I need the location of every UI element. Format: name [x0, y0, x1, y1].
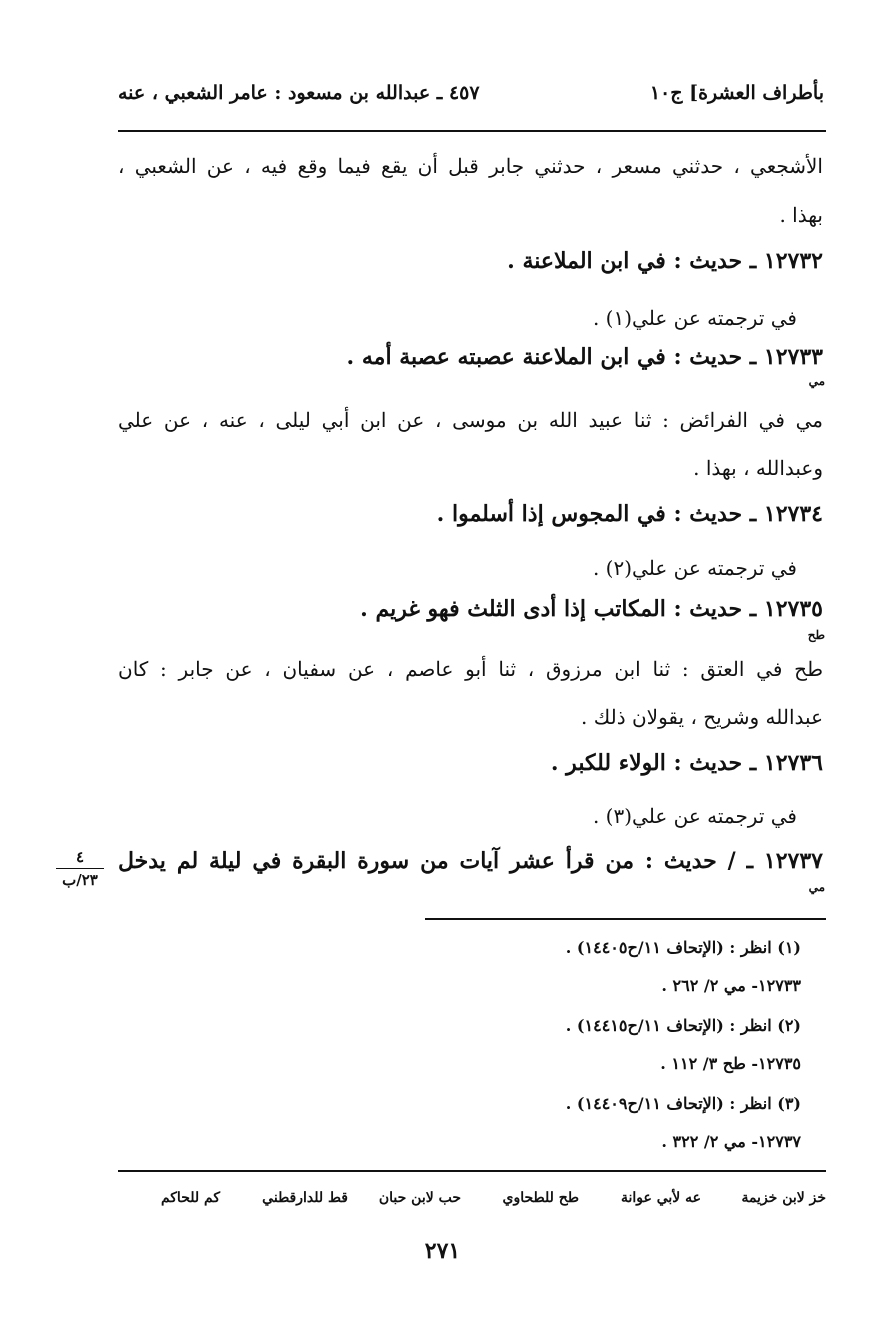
- legend-item: قط للدارقطني: [262, 1190, 348, 1206]
- footnote-rule: [425, 918, 826, 920]
- legend-item: حب لابن حبان: [378, 1190, 461, 1206]
- footnote: (٢) انظر : (الإتحاف ١١/ح١٤٤١٥) .: [565, 1016, 801, 1035]
- text-line: طح في العتق : ثنا ابن مرزوق ، ثنا أبو عاصم ، عن سفيان ، عن جابر : كان: [118, 657, 823, 681]
- running-header: [118, 82, 824, 114]
- manuscript-folio-note: [56, 848, 104, 889]
- source-siglum: طح: [807, 628, 825, 642]
- hadith-heading-12734: ١٢٧٣٤ ـ حديث : في المجوس إذا أسلموا .: [436, 501, 823, 527]
- hadith-heading-12733: ١٢٧٣٣ ـ حديث : في ابن الملاعنة عصبته عصبة أمه .: [346, 344, 823, 370]
- abbreviation-legend: [118, 1190, 826, 1214]
- folio-reference: ٢٣/ب: [62, 871, 98, 889]
- text-line: وعبدالله ، بهذا .: [693, 456, 823, 480]
- footnote: (١) انظر : (الإتحاف ١١/ح١٤٤٠٥) .: [565, 938, 801, 957]
- legend-rule: [118, 1170, 826, 1172]
- header-section-title: ٤٥٧ ـ عبدالله بن مسعود : عامر الشعبي ، عنه: [118, 82, 480, 104]
- page-number: ٢٧١: [424, 1238, 461, 1264]
- header-volume-title: بأطراف العشرة] ج١٠: [649, 82, 824, 104]
- legend-item: خز لابن خزيمة: [741, 1190, 826, 1206]
- hadith-heading-12737: ١٢٧٣٧ ـ / حديث : من قرأ عشر آيات من سورة البقرة في ليلة لم يدخل: [118, 848, 823, 874]
- footnote: (٣) انظر : (الإتحاف ١١/ح١٤٤٠٩) .: [565, 1094, 801, 1113]
- source-siglum: مي: [808, 374, 825, 388]
- legend-item: عه لأبي عوانة: [620, 1190, 701, 1206]
- header-rule: [118, 130, 826, 132]
- source-siglum: مي: [808, 880, 825, 894]
- footnote: ١٢٧٣٧- مي ٢/ ٣٢٢ .: [661, 1132, 801, 1151]
- footnote: ١٢٧٣٥- طح ٣/ ١١٢ .: [660, 1054, 801, 1073]
- footnote: ١٢٧٣٣- مي ٢/ ٢٦٢ .: [661, 976, 801, 995]
- hadith-heading-12735: ١٢٧٣٥ ـ حديث : المكاتب إذا أدى الثلث فهو غريم .: [360, 596, 823, 622]
- folio-number: ٤: [56, 848, 104, 869]
- hadith-heading-12732: ١٢٧٣٢ ـ حديث : في ابن الملاعنة .: [507, 248, 823, 274]
- text-line: في ترجمته عن علي(٣) .: [592, 804, 797, 828]
- text-line: مي في الفرائض : ثنا عبيد الله بن موسى ، عن ابن أبي ليلى ، عنه ، عن علي: [118, 408, 823, 432]
- text-line: في ترجمته عن علي(١) .: [592, 306, 797, 330]
- text-line: بهذا .: [779, 203, 823, 227]
- hadith-heading-12736: ١٢٧٣٦ ـ حديث : الولاء للكبر .: [550, 750, 823, 776]
- text-line: عبدالله وشريح ، يقولان ذلك .: [581, 705, 823, 729]
- legend-item: كم للحاكم: [160, 1190, 220, 1206]
- legend-item: طح للطحاوي: [502, 1190, 579, 1206]
- text-line: في ترجمته عن علي(٢) .: [592, 556, 797, 580]
- text-line: الأشجعي ، حدثني مسعر ، حدثني جابر قبل أن يقع فيما وقع فيه ، عن الشعبي ،: [118, 154, 823, 178]
